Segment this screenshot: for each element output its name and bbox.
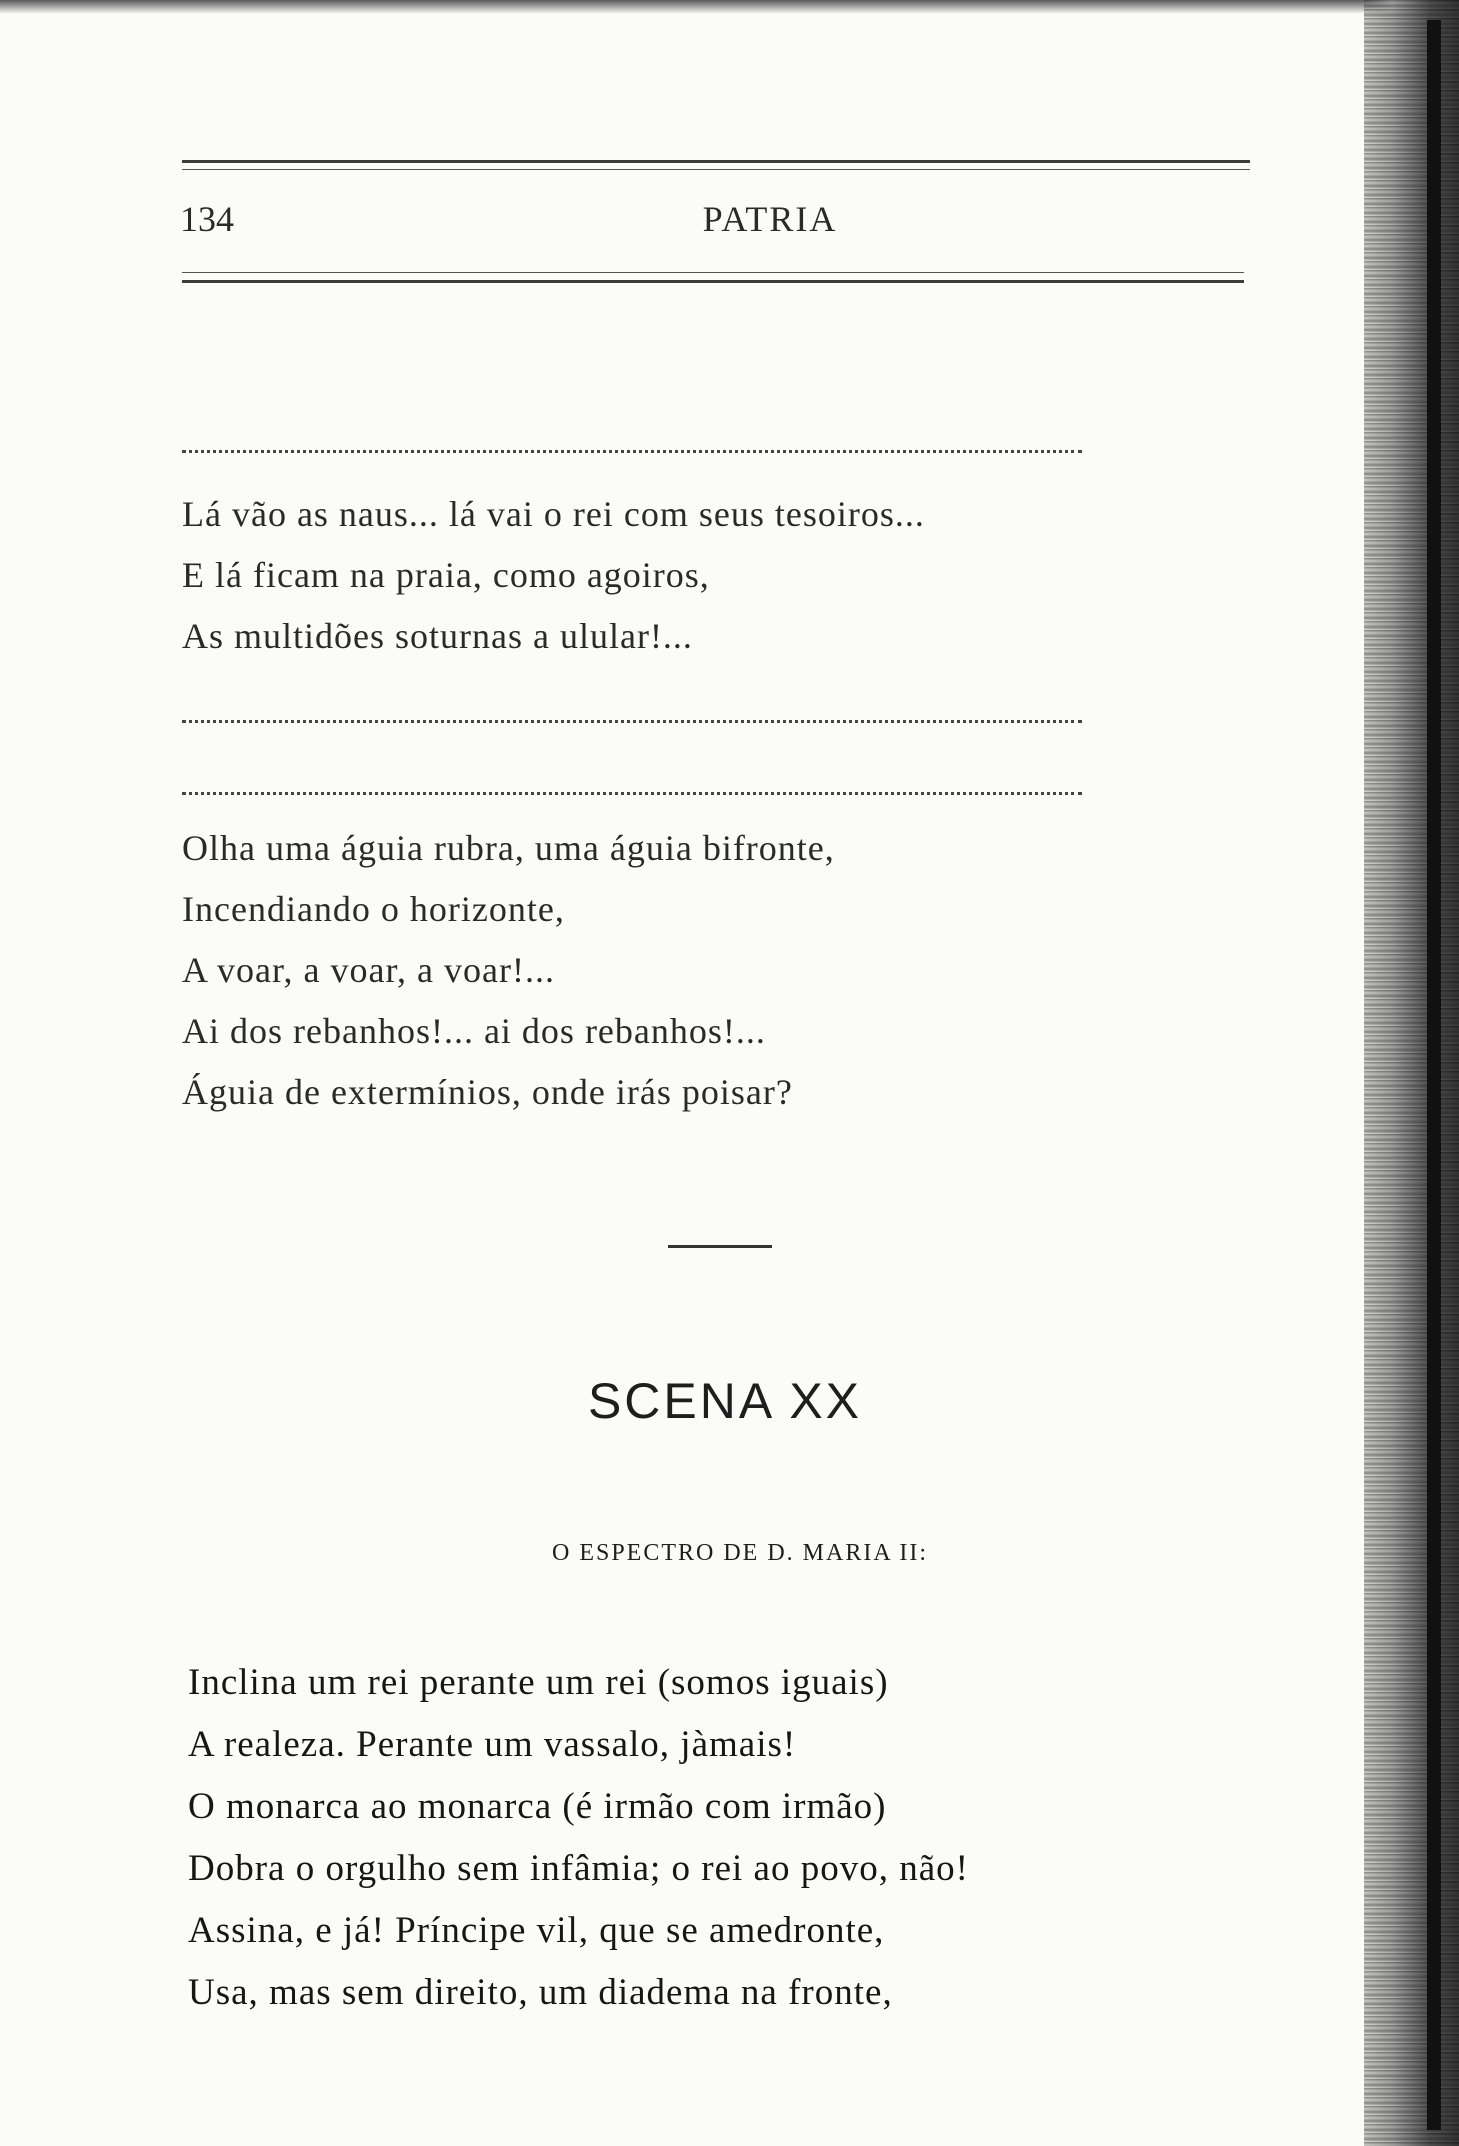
verse-line: E lá ficam na praia, como agoiros, bbox=[182, 555, 710, 595]
verse-line: Incendiando o horizonte, bbox=[182, 889, 565, 929]
stanza-1 bbox=[182, 484, 925, 667]
verse-line: Lá vão as naus... lá vai o rei com seus tesoiros... bbox=[182, 494, 925, 534]
verse-line: Dobra o orgulho sem infâmia; o rei ao povo, não! bbox=[188, 1848, 969, 1889]
scan-binding-shadow bbox=[1427, 20, 1441, 2130]
verse-line: A voar, a voar, a voar!... bbox=[182, 950, 555, 990]
section-divider bbox=[668, 1245, 772, 1248]
header-rule-top bbox=[182, 160, 1250, 163]
verse-line: As multidões soturnas a ulular!... bbox=[182, 616, 693, 656]
verse-line: O monarca ao monarca (é irmão com irmão) bbox=[188, 1786, 887, 1827]
verse-line: Águia de extermínios, onde irás poisar? bbox=[182, 1072, 793, 1112]
running-title: PATRIA bbox=[702, 199, 838, 239]
header-rule-bottom-thin bbox=[182, 272, 1244, 273]
scene-title: SCENA XX bbox=[587, 1373, 863, 1429]
running-head bbox=[180, 198, 1240, 246]
stanza-3 bbox=[188, 1652, 969, 2024]
stanza-2 bbox=[182, 818, 835, 1123]
verse-line: Inclina um rei perante um rei (somos iguais) bbox=[188, 1662, 889, 1703]
page-number: 134 bbox=[180, 199, 234, 239]
ellipsis-line bbox=[182, 700, 1082, 723]
scan-binding-edge bbox=[1364, 0, 1459, 2146]
header-rule-top-thin bbox=[182, 169, 1250, 170]
ellipsis-line bbox=[182, 772, 1082, 795]
scan-top-edge bbox=[0, 0, 1459, 14]
verse-line: Usa, mas sem direito, um diadema na fronte, bbox=[188, 1972, 893, 2013]
header-rule-bottom bbox=[182, 280, 1244, 283]
speaker-heading: O ESPECTRO DE D. MARIA II: bbox=[551, 1540, 928, 1566]
verse-line: A realeza. Perante um vassalo, jàmais! bbox=[188, 1724, 797, 1765]
verse-line: Olha uma águia rubra, uma águia bifronte, bbox=[182, 828, 835, 868]
ellipsis-line bbox=[182, 430, 1082, 453]
verse-line: Assina, e já! Príncipe vil, que se amedronte, bbox=[188, 1910, 885, 1951]
verse-line: Ai dos rebanhos!... ai dos rebanhos!... bbox=[182, 1011, 766, 1051]
